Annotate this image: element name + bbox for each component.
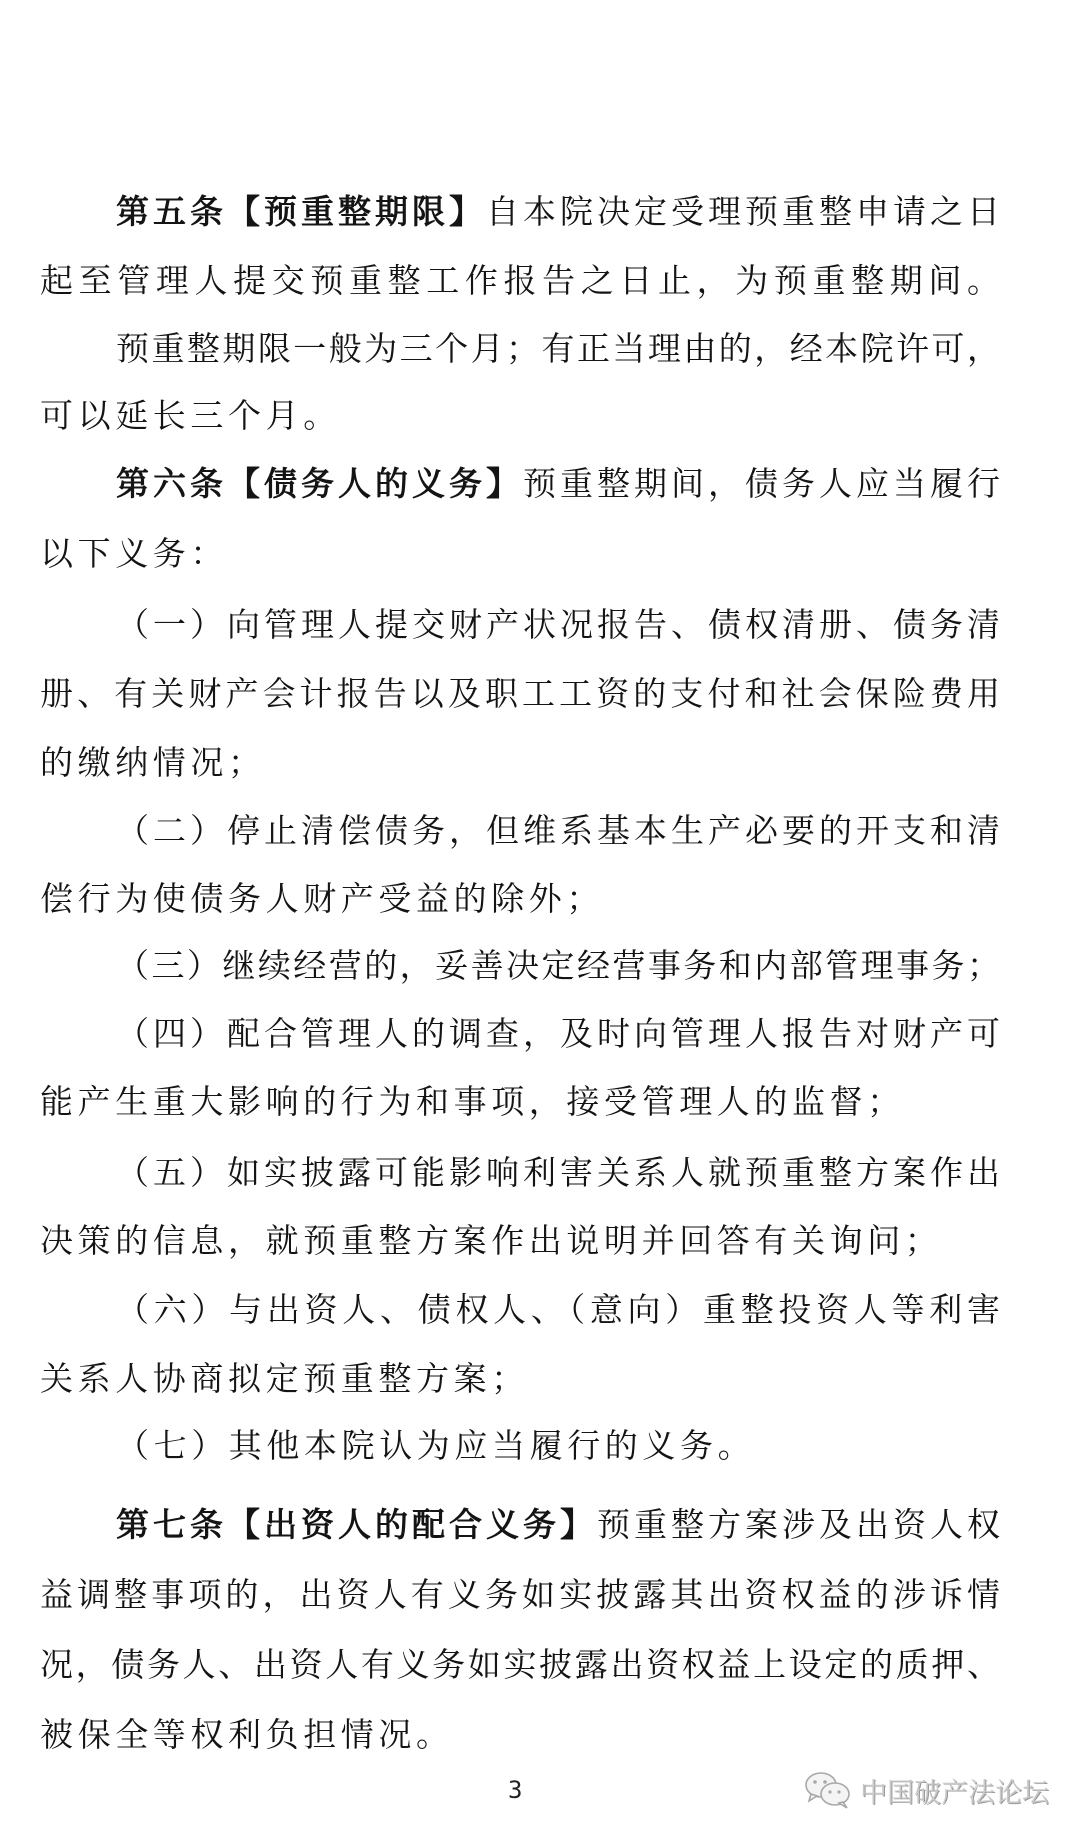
article-6-title: 第六条【债务人的义务】 — [116, 464, 523, 503]
paragraph-line: 能产生重大影响的行为和事项，接受管理人的监督； — [40, 1082, 905, 1121]
list-item-7: （七）其他本院认为应当履行的义务。 — [116, 1426, 756, 1465]
article-7-text: 预重整方案涉及出资人权 — [597, 1505, 1000, 1544]
article-5-title: 第五条【预重整期限】 — [116, 192, 486, 231]
paragraph-line: 决策的信息，就预重整方案作出说明并回答有关询问； — [40, 1221, 943, 1260]
paragraph-line: 册、有关财产会计报告以及职工工资的支付和社会保险费用 — [40, 674, 1000, 713]
list-item-2: （二）停止清偿债务，但维系基本生产必要的开支和清 — [116, 811, 1000, 850]
wechat-icon — [804, 1770, 852, 1810]
article-6-heading-line — [116, 459, 1000, 509]
list-item-6: （六）与出资人、债权人、（意向）重整投资人等利害 — [116, 1290, 1000, 1329]
paragraph-line: 关系人协商拟定预重整方案； — [40, 1359, 529, 1398]
paragraph-line: 预重整期限一般为三个月；有正当理由的，经本院许可， — [116, 329, 1000, 368]
article-6-text: 预重整期间，债务人应当履行 — [523, 464, 1000, 503]
article-7-heading-line — [116, 1500, 1000, 1550]
paragraph-line: 益调整事项的，出资人有义务如实披露其出资权益的涉诉情 — [40, 1575, 1000, 1614]
page-number: 3 — [508, 1776, 523, 1804]
list-item-1: （一）向管理人提交财产状况报告、债权清册、债务清 — [116, 605, 1000, 644]
paragraph-line: 的缴纳情况； — [40, 743, 266, 782]
article-7-title: 第七条【出资人的配合义务】 — [116, 1505, 597, 1544]
paragraph-line: 况，债务人、出资人有义务如实披露出资权益上设定的质押、 — [40, 1645, 1000, 1684]
list-item-4: （四）配合管理人的调查，及时向管理人报告对财产可 — [116, 1014, 1000, 1053]
paragraph-line: 可以延长三个月。 — [40, 396, 341, 435]
article-5-heading-line — [116, 187, 1000, 237]
article-5-text: 自本院决定受理预重整申请之日 — [486, 192, 1000, 231]
paragraph-line: 偿行为使债务人财产受益的除外； — [40, 879, 604, 918]
watermark — [804, 1766, 1049, 1814]
paragraph-line: 起至管理人提交预重整工作报告之日止，为预重整期间。 — [40, 261, 1000, 300]
paragraph-line: 被保全等权利负担情况。 — [40, 1715, 454, 1754]
paragraph-line: 以下义务： — [40, 534, 228, 573]
list-item-5: （五）如实披露可能影响利害关系人就预重整方案作出 — [116, 1153, 1000, 1192]
list-item-3: （三）继续经营的，妥善决定经营事务和内部管理事务； — [116, 946, 1000, 985]
watermark-text: 中国破产法论坛 — [860, 1777, 1049, 1809]
